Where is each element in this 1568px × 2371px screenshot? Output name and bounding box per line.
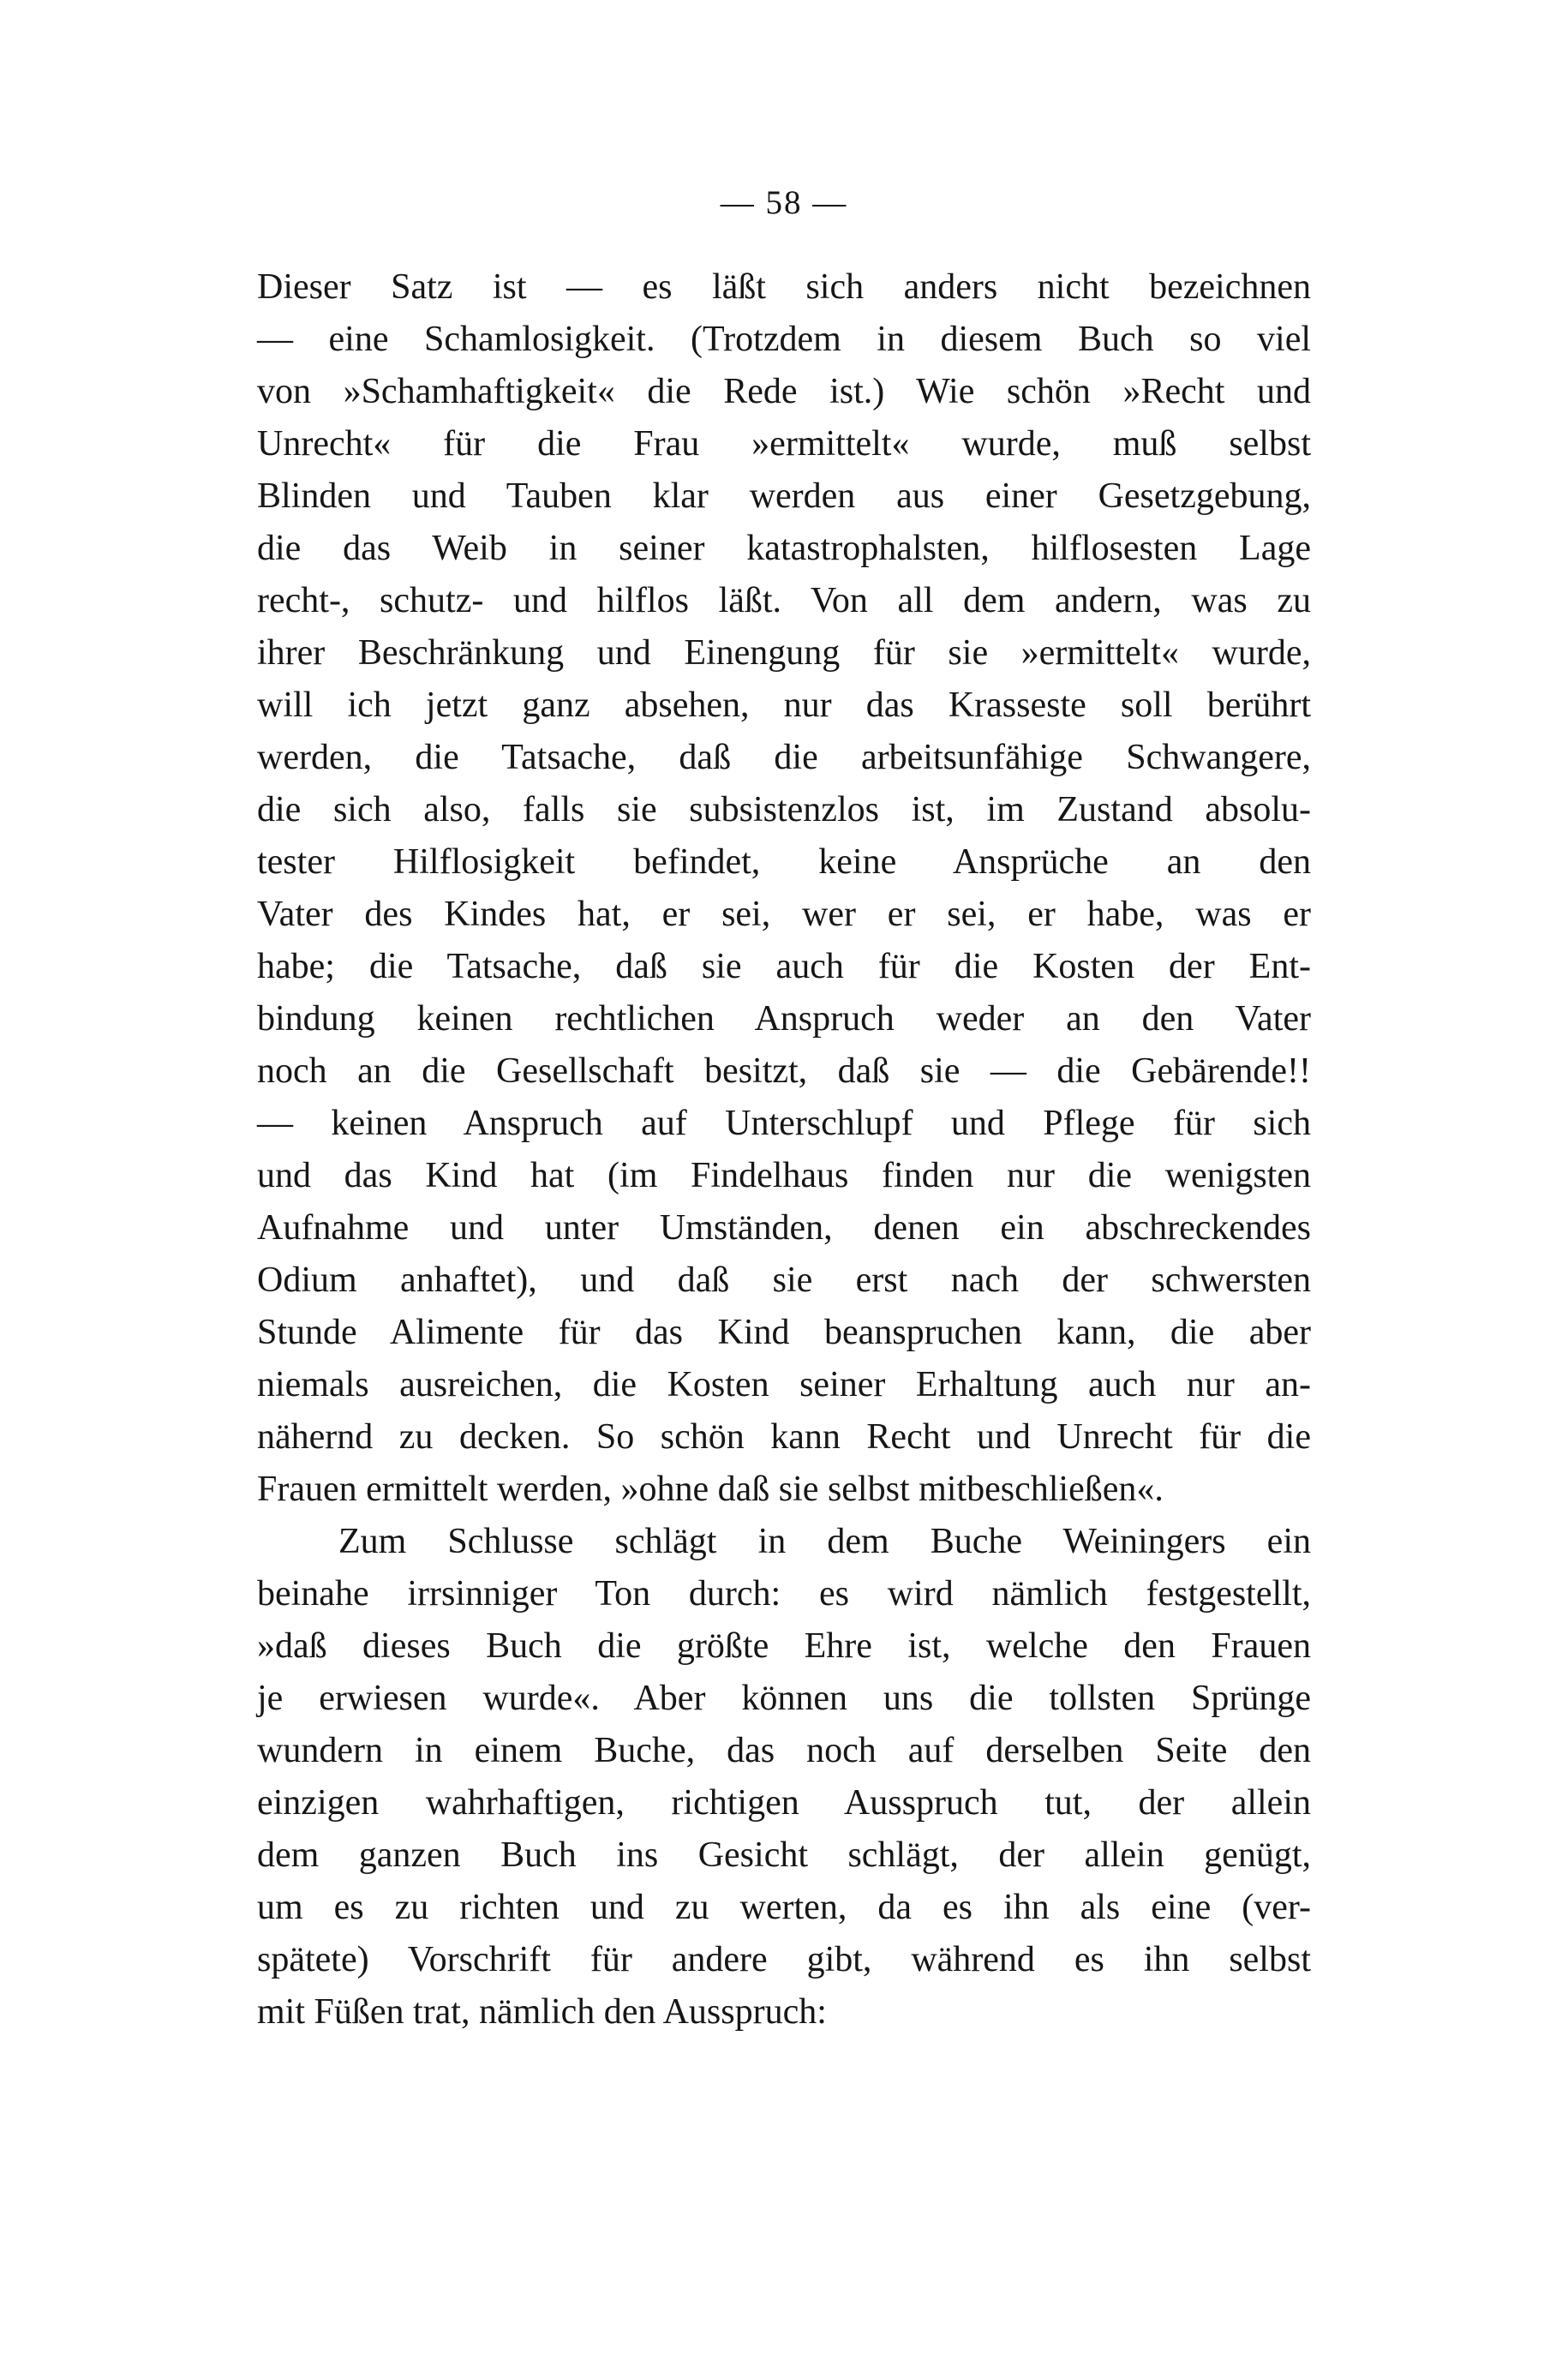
text-line: nähernd zu decken. So schön kann Recht und Unrecht für die	[257, 1417, 1311, 1457]
text-line: von »Schamhaftigkeit« die Rede ist.) Wie schön »Recht und	[257, 372, 1311, 411]
text-line: um es zu richten und zu werten, da es ihn als eine (ver-	[257, 1888, 1311, 1927]
text-line: noch an die Gesellschaft besitzt, daß sie — die Gebärende!!	[257, 1051, 1311, 1091]
text-line: will ich jetzt ganz absehen, nur das Krasseste soll berührt	[257, 686, 1311, 725]
text-line: Stunde Alimente für das Kind beanspruchen kann, die aber	[257, 1313, 1311, 1352]
text-line: werden, die Tatsache, daß die arbeitsunfähige Schwangere,	[257, 738, 1311, 777]
text-line: einzigen wahrhaftigen, richtigen Ausspruch tut, der allein	[257, 1783, 1311, 1823]
text-line: Unrecht« für die Frau »ermittelt« wurde, muß selbst	[257, 424, 1311, 464]
text-line: Zum Schlusse schlägt in dem Buche Weiningers ein	[338, 1522, 1311, 1561]
text-line: mit Füßen trat, nämlich den Ausspruch:	[257, 1992, 827, 2032]
text-line: je erwiesen wurde«. Aber können uns die tollsten Sprünge	[257, 1679, 1311, 1718]
text-line: recht-, schutz- und hilflos läßt. Von all dem andern, was zu	[257, 581, 1311, 620]
paragraph-2	[257, 1516, 1311, 2039]
text-line: Frauen ermittelt werden, »ohne daß sie selbst mitbeschließen«.	[257, 1470, 1164, 1509]
text-line: die sich also, falls sie subsistenzlos ist, im Zustand absolu-	[257, 790, 1311, 829]
text-line: Odium anhaftet), und daß sie erst nach der schwersten	[257, 1260, 1311, 1300]
text-line: habe; die Tatsache, daß sie auch für die Kosten der Ent-	[257, 947, 1311, 986]
paragraph-1	[257, 261, 1311, 1516]
text-line: beinahe irrsinniger Ton durch: es wird nämlich festgestellt,	[257, 1574, 1311, 1614]
text-line: die das Weib in seiner katastrophalsten, hilflosesten Lage	[257, 529, 1311, 568]
text-line: Dieser Satz ist — es läßt sich anders nicht bezeichnen	[257, 267, 1311, 307]
text-line: — keinen Anspruch auf Unterschlupf und Pflege für sich	[257, 1104, 1311, 1143]
text-line: niemals ausreichen, die Kosten seiner Erhaltung auch nur an-	[257, 1365, 1311, 1404]
text-line: — eine Schamlosigkeit. (Trotzdem in diesem Buch so viel	[257, 320, 1311, 359]
text-line: ihrer Beschränkung und Einengung für sie »ermittelt« wurde,	[257, 633, 1311, 673]
body-text	[257, 261, 1311, 2039]
page-number: — 58 —	[720, 184, 848, 221]
text-line: Vater des Kindes hat, er sei, wer er sei, er habe, was er	[257, 895, 1311, 934]
text-line: dem ganzen Buch ins Gesicht schlägt, der allein genügt,	[257, 1835, 1311, 1875]
text-line: tester Hilflosigkeit befindet, keine Ansprüche an den	[257, 842, 1311, 882]
text-line: wundern in einem Buche, das noch auf derselben Seite den	[257, 1731, 1311, 1770]
text-line: »daß dieses Buch die größte Ehre ist, welche den Frauen	[257, 1626, 1311, 1666]
text-line: Blinden und Tauben klar werden aus einer Gesetzgebung,	[257, 476, 1311, 516]
text-line: spätete) Vorschrift für andere gibt, während es ihn selbst	[257, 1940, 1311, 1979]
text-line: und das Kind hat (im Findelhaus finden nur die wenigsten	[257, 1156, 1311, 1195]
text-line: Aufnahme und unter Umständen, denen ein abschreckendes	[257, 1208, 1311, 1248]
text-line: bindung keinen rechtlichen Anspruch weder an den Vater	[257, 999, 1311, 1039]
